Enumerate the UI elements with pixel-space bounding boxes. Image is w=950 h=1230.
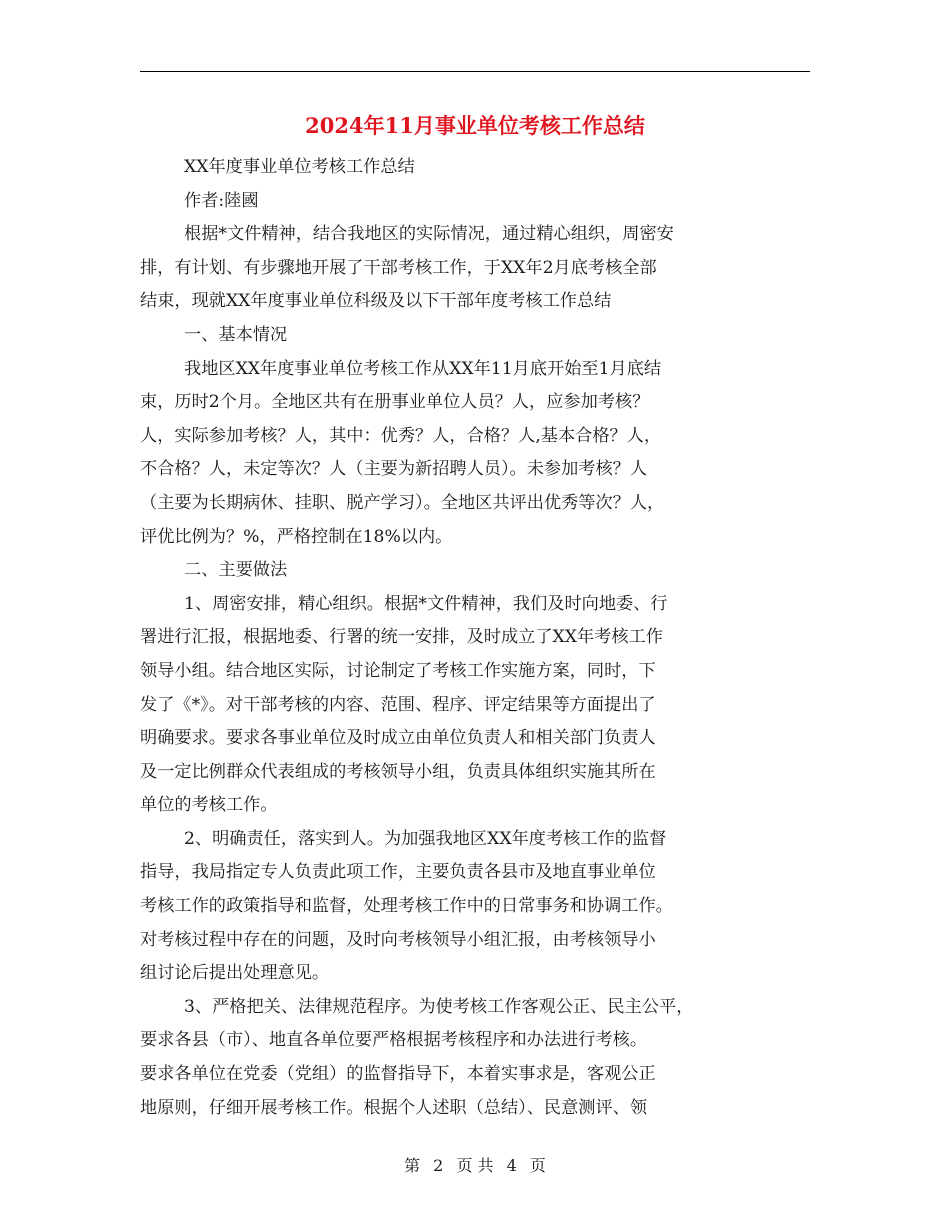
body-line: 要求各县（市）、地直各单位要严格根据考核程序和办法进行考核。 — [140, 1030, 648, 1051]
body-line: 评优比例为？%，严格控制在18%以内。 — [140, 526, 453, 547]
document-title: 2024年11月事业单位考核工作总结 — [305, 113, 645, 138]
body-line: 作者:陸國 — [184, 190, 259, 211]
body-line: 不合格？人，未定等次？人（主要为新招聘人员）。未参加考核？人 — [140, 459, 648, 480]
footer-current-page: 2 — [433, 1156, 444, 1175]
body-line: XX年度事业单位考核工作总结 — [184, 157, 415, 177]
body-line: 要求各单位在党委（党组）的监督指导下，本着实事求是，客观公正 — [140, 1064, 656, 1085]
body-line: 领导小组。结合地区实际，讨论制定了考核工作实施方案，同时，下 — [140, 660, 656, 681]
body-line: 明确要求。要求各事业单位及时成立由单位负责人和相关部门负责人 — [140, 728, 656, 749]
body-line: 束，历时2个月。全地区共有在册事业单位人员？人，应参加考核？ — [140, 392, 650, 413]
body-line: 发了《*》。对干部考核的内容、范围、程序、评定结果等方面提出了 — [140, 694, 656, 715]
body-line: 及一定比例群众代表组成的考核领导小组，负责具体组织实施其所在 — [140, 761, 656, 782]
body-line: 结束，现就XX年度事业单位科级及以下干部年度考核工作总结 — [140, 291, 612, 312]
body-line: 二、主要做法 — [184, 560, 288, 581]
body-line: 单位的考核工作。 — [140, 795, 278, 816]
body-line: 2、明确责任，落实到人。为加强我地区XX年度考核工作的监督 — [184, 828, 667, 849]
page-footer — [0, 1153, 950, 1176]
body-line: 组讨论后提出处理意见。 — [140, 963, 330, 984]
footer-total-pages: 4 — [506, 1156, 517, 1175]
body-line: 地原则，仔细开展考核工作。根据个人述职（总结）、民意测评、领 — [140, 1097, 648, 1118]
body-line: （主要为长期病休、挂职、脱产学习）。全地区共评出优秀等次？人， — [140, 492, 665, 513]
body-line: 人，实际参加考核？人，其中：优秀？人，合格？人,基本合格？人， — [140, 425, 662, 446]
body-line: 指导，我局指定专人负责此项工作，主要负责各县市及地直事业单位 — [140, 862, 656, 883]
body-line: 3、严格把关、法律规范程序。为使考核工作客观公正、民主公平， — [184, 996, 694, 1017]
footer-label-of: 页 共 — [456, 1156, 494, 1175]
body-line: 对考核过程中存在的问题，及时向考核领导小组汇报，由考核领导小 — [140, 929, 656, 950]
body-line: 一、基本情况 — [184, 324, 288, 345]
header-rule — [140, 71, 810, 72]
footer-label-page: 第 — [404, 1156, 421, 1175]
document-body — [140, 151, 820, 1125]
body-line: 根据*文件精神，结合我地区的实际情况，通过精心组织，周密安 — [184, 224, 674, 245]
body-line: 我地区XX年度事业单位考核工作从XX年11月底开始至1月底结 — [184, 358, 662, 379]
body-line: 署进行汇报，根据地委、行署的统一安排，及时成立了XX年考核工作 — [140, 627, 663, 648]
body-line: 1、周密安排，精心组织。根据*文件精神，我们及时向地委、行 — [184, 593, 668, 614]
body-line: 考核工作的政策指导和监督，处理考核工作中的日常事务和协调工作。 — [140, 896, 673, 917]
body-line: 排，有计划、有步骤地开展了干部考核工作，于XX年2月底考核全部 — [140, 257, 657, 278]
footer-label-end: 页 — [529, 1156, 546, 1175]
